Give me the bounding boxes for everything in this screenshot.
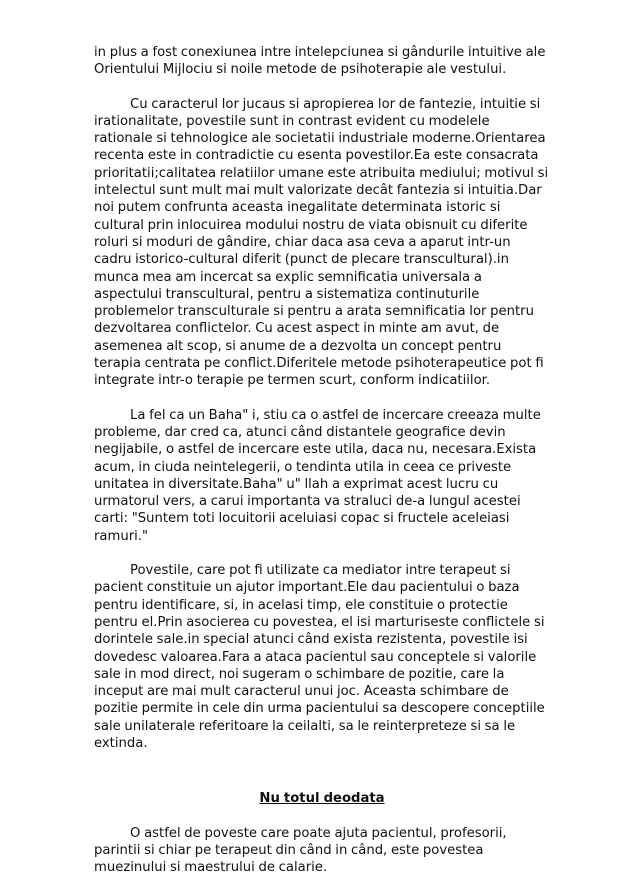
paragraph-stories-mediator: Povestile, care pot fi utilizate ca mediator intre terapeut si pacient constituie un ajutor important.Ele dau pacientului o baza pentru identificare, si, in acelasi timp, ele constituie o protectie pentru el.Prin asocierea cu povestea, el isi marturiseste conflictele si dorintele sale.in special atunci când exista rezistenta, povestile isi dovedesc valoarea.Fara a ataca pacientul sau conceptele si valorile sale in mod direct, noi sugeram o schimbare de pozitie, care la inceput are mai mult caracterul unui joc. Aceasta schimbare de pozitie permite in cele din urma pacientului sa descopere conceptiile sale unilaterale referitoare la ceilalti, sa le reinterpreteze si sa le extinda.: [94, 563, 545, 751]
paragraph-continuation: in plus a fost conexiunea intre intelepciunea si gândurile intuitive ale Orientului Mijlociu si noile metode de psihoterapie ale vestului.: [94, 45, 546, 78]
body-text: [94, 44, 550, 893]
section-heading: Nu totul deodata: [259, 791, 385, 807]
paragraph-stories-character: Cu caracterul lor jucaus si apropierea lor de fantezie, intuitie si irationalitate, povestile sunt in contrast evident cu modelele rationale si tehnologice ale societatii industriale moderne.Orientarea recenta este in contradictie cu esenta povestilor.Ea este consacrata prioritatii;calitatea relatiilor umane este atribuita mediului; motivul si intelectul sunt mult mai mult valorizate decât fantezia si intuitia.Dar noi putem confrunta aceasta inegalitate determinata istoric si cultural prin inlocuirea modului nostru de viata obisnuit cu diferite roluri si moduri de gândire, chiar daca asa ceva a aparut intr-un cadru istorico-cultural diferit (punct de plecare transcultural).in munca mea am incercat sa explic semnificatia universala a aspectului transcultural, pentru a sistematiza continuturile problemelor transculturale si pentru a arata semnificatia lor pentru dezvoltarea conflictelor. Cu acest aspect in minte am avut, de asemenea alt scop, si anume de a dezvolta un concept pentru terapia centrata pe conflict.Diferitele metode psihoterapeutice pot fi integrate intr-o terapie pe termen scurt, conform indicatiilor.: [94, 96, 549, 389]
paragraph-closing: O astfel de poveste care poate ajuta pacientul, profesorii, parintii si chiar pe terapeut din când in când, este povestea muezinului si maestrului de calarie.: [94, 825, 507, 876]
paragraph-bahai: La fel ca un Baha" i, stiu ca o astfel de incercare creeaza multe probleme, dar cred ca, atunci când distantele geografice devin negijabile, o astfel de incercare este utila, daca nu, necesara.Exista acum, in ciuda neintelegerii, o tendinta utila in ceea ce priveste unitatea in diversitate.Baha" u" llah a exprimat acest lucru cu urmatorul vers, a carui importanta va straluci de-a lungul acestei carti: "Suntem toti locuitorii aceluiasi copac si fructele aceleiasi ramuri.": [94, 407, 541, 544]
